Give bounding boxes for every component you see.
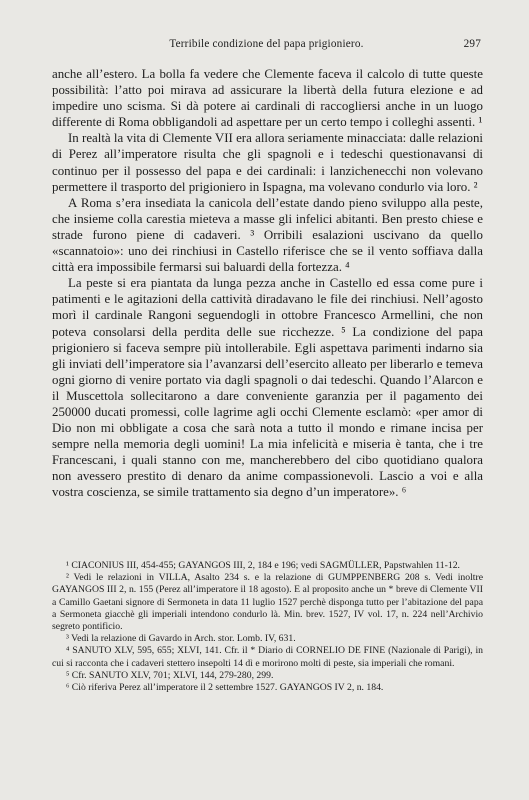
footnote: ¹ CIACONIUS III, 454-455; GAYANGOS III, 2, 184 e 196; vedi SAGMÜLLER, Papstwahlen 11-12.	[66, 560, 460, 571]
footnote: ³ Vedi la relazione di Gavardo in Arch. stor. Lomb. IV, 631.	[66, 633, 296, 645]
footnote: ² Vedi le relazioni in VILLA, Asalto 234 s. e la relazione di GUMPPENBERG 208 s. Vedi inoltre GAYANGOS III 2, n. 155 (Perez all’imperatore il 18 agosto). E al proposito anche un * breve di Clemente VII a Camillo Gaetani signore di Sermoneta in data 11 luglio 1527 perchè disponga tutto per l’abitazione del papa a Sermoneta giacchè gli imperiali intendono condurlo là. Min. brev. 1527, IV vol. 17, n. 224 nell’Archivio segreto pontificio.	[52, 572, 483, 633]
footnote: ⁶ Ciò riferiva Perez all’imperatore il 2 settembre 1527. GAYANGOS IV 2, n. 184.	[66, 682, 384, 694]
footnote: ⁴ SANUTO XLV, 595, 655; XLVI, 141. Cfr. il * Diario di CORNELIO DE FINE (Nazionale di Parigi), in cui si racconta che i cadaveri stettero insepolti 14 dì e morirono molti di peste, sia imperiali che romani.	[52, 645, 483, 669]
page-number: 297	[463, 38, 481, 50]
paragraph: In realtà la vita di Clemente VII era allora seriamente minacciata: dalle relazioni di Perez all’imperatore risulta che gli spagnoli e i tedeschi questionavansi di continuo per il possesso del papa e dei cardinali: i lanzichenecchi non volevano permettere il trasporto del prigioniero in Ispagna, ma volevano condurlo via loro. ²	[52, 131, 483, 194]
paragraph: anche all’estero. La bolla fa vedere che Clemente faceva il calcolo di tutte queste possibilità: l’atto poi mirava ad assicurare la libertà della futura elezione e ad impedire uno scisma. Si dà potere ai cardinali di raccogliersi anche in un luogo differente di Roma obbligandoli ad aspettare per un certo tempo i colleghi assenti. ¹	[52, 67, 483, 130]
paragraph: La peste si era piantata da lunga pezza anche in Castello ed essa come pure i patimenti e le agitazioni della cattività diradavano le file dei rinchiusi. Nell’agosto morì il cardinale Rangoni seguendogli in ottobre Francesco Armellini, che non poteva consolarsi della perdita delle sue ricchezze. ⁵ La condizione del papa prigioniero si faceva sempre più intollerabile. Egli aspettava parimenti indarno sia gli inviati dell’imperatore sia l’avanzarsi dell’esercito alleato per liberarlo e temeva ogni giorno di venire portato via dagli spagnoli o dai tedeschi. Quando l’Alarcon e il Muscettola sollecitarono a dare conveniente garanzia per il pagamento dei 250000 ducati promessi, colle lagrime agli occhi Clemente esclamò: «per amor di Dio non mi obbligate a cosa che sarà nota a tutto il mondo e rimane incisa per sempre nella memoria degli uomini! La mia infelicità e miseria è tanta, che i tre Francescani, i quali stanno con me, mancherebbero del cibo quotidiano qualora non avessero prestito di denaro da anime compassionevoli. Lascio a voi e alla vostra coscienza, se simile trattamento sia degno d’un imperatore». ⁶	[52, 276, 483, 500]
footnote: ⁵ Cfr. SANUTO XLV, 701; XLVI, 144, 279-280, 299.	[66, 669, 274, 681]
footnotes	[52, 560, 483, 694]
paragraph: A Roma s’era insediata la canicola dell’estate dando pieno sviluppo alla peste, che insieme colla carestia mieteva a masse gli infelici abitanti. Ben presto chiese e strade furono piene di cadaveri. ³ Orribili esalazioni uscivano da quello «scannatoio»: uno dei rinchiusi in Castello riferisce che se il vento soffiava dalla città era impossibile fermarsi sui baluardi della fortezza. ⁴	[52, 195, 483, 275]
running-header	[52, 38, 481, 54]
running-title: Terribile condizione del papa prigioniero.	[169, 38, 364, 50]
main-text	[52, 66, 483, 501]
